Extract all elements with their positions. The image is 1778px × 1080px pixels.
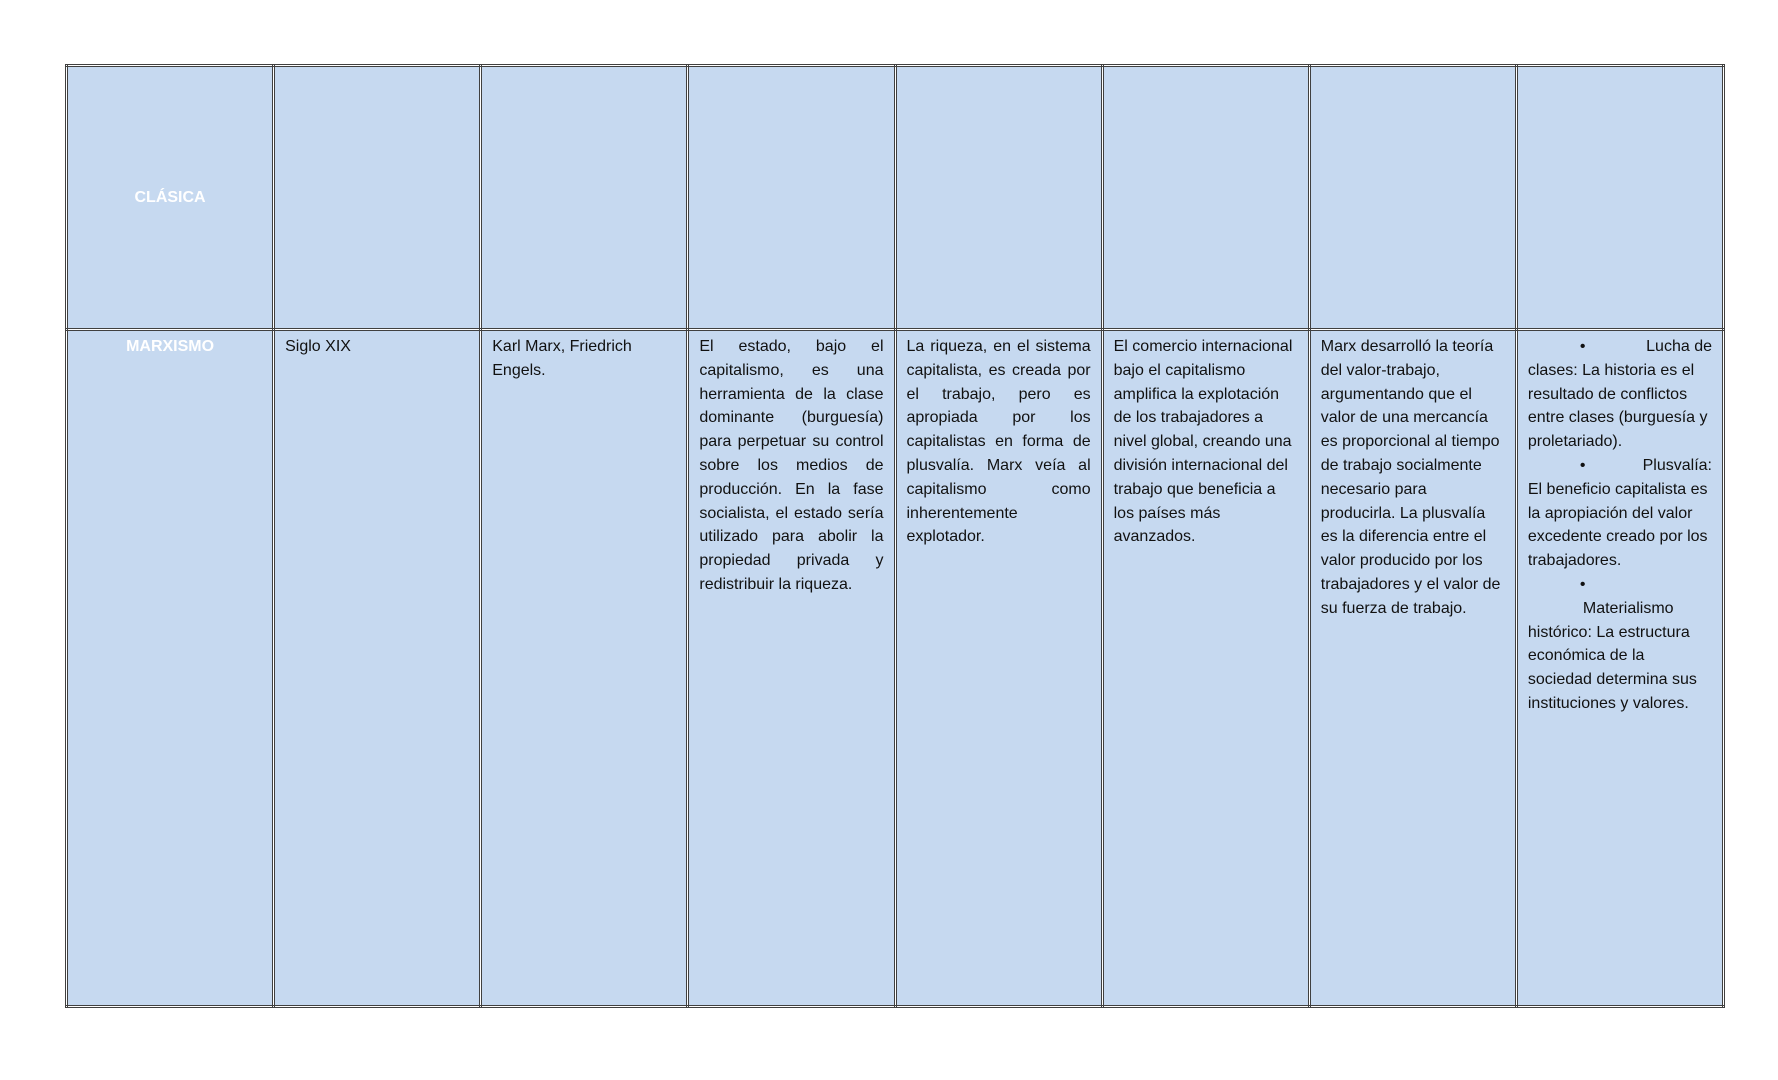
empty-cell — [1309, 66, 1516, 330]
row-label-marxismo: MARXISMO — [67, 330, 274, 1007]
table-row — [67, 330, 1724, 1007]
wealth-cell: La riqueza, en el sistema capitalista, es creada por el trabajo, pero es apropiada por los capitalistas en forma de plusvalía. Marx veía al capitalismo como inherentemente explotador. — [895, 330, 1102, 1007]
concept-text: El beneficio capitalista es la apropiación del valor excedente creado por los trabajadores. — [1527, 480, 1708, 570]
bullet-icon: • — [1579, 575, 1586, 593]
key-concepts-cell — [1516, 330, 1723, 1007]
empty-cell — [481, 66, 688, 330]
table-row — [67, 66, 1724, 330]
concept-item — [1528, 573, 1712, 716]
international-trade-cell: El comercio internacional bajo el capitalismo amplifica la explotación de los trabajadores a nivel global, creando una división internacional del trabajo que beneficia a los países más avanzados. — [1102, 330, 1309, 1007]
concept-heading: Plusvalía: — [1642, 456, 1712, 474]
bullet-icon: • — [1579, 338, 1586, 355]
concept-item — [1528, 335, 1712, 454]
row-label-clasica: CLÁSICA — [67, 66, 274, 330]
empty-cell — [1516, 66, 1723, 330]
empty-cell — [274, 66, 481, 330]
value-theory-cell: Marx desarrolló la teoría del valor-trabajo, argumentando que el valor de una mercancía es proporcional al tiempo de trabajo socialmente necesario para producirla. La plusvalía es la diferencia entre el valor producido por los trabajadores y el valor de su fuerza de trabajo. — [1309, 330, 1516, 1007]
concept-text: histórico: La estructura económica de la sociedad determina sus instituciones y valores. — [1527, 623, 1697, 712]
empty-cell — [688, 66, 895, 330]
authors-cell: Karl Marx, Friedrich Engels. — [481, 330, 688, 1007]
state-role-cell: El estado, bajo el capitalismo, es una herramienta de la clase dominante (burguesía) para perpetuar su control sobre los medios de producción. En la fase socialista, el estado sería utilizado para abolir la propiedad privada y redistribuir la riqueza. — [688, 330, 895, 1007]
concept-heading: Materialismo — [1582, 599, 1674, 617]
empty-cell — [1102, 66, 1309, 330]
empty-cell — [895, 66, 1102, 330]
concept-text: clases: La historia es el resultado de conflictos entre clases (burguesía y proletariado). — [1527, 361, 1708, 451]
concept-heading: Lucha de — [1646, 338, 1712, 355]
comparison-table — [65, 64, 1725, 1008]
period-cell: Siglo XIX — [274, 330, 481, 1007]
concept-item — [1528, 454, 1712, 573]
bullet-icon: • — [1579, 456, 1586, 474]
